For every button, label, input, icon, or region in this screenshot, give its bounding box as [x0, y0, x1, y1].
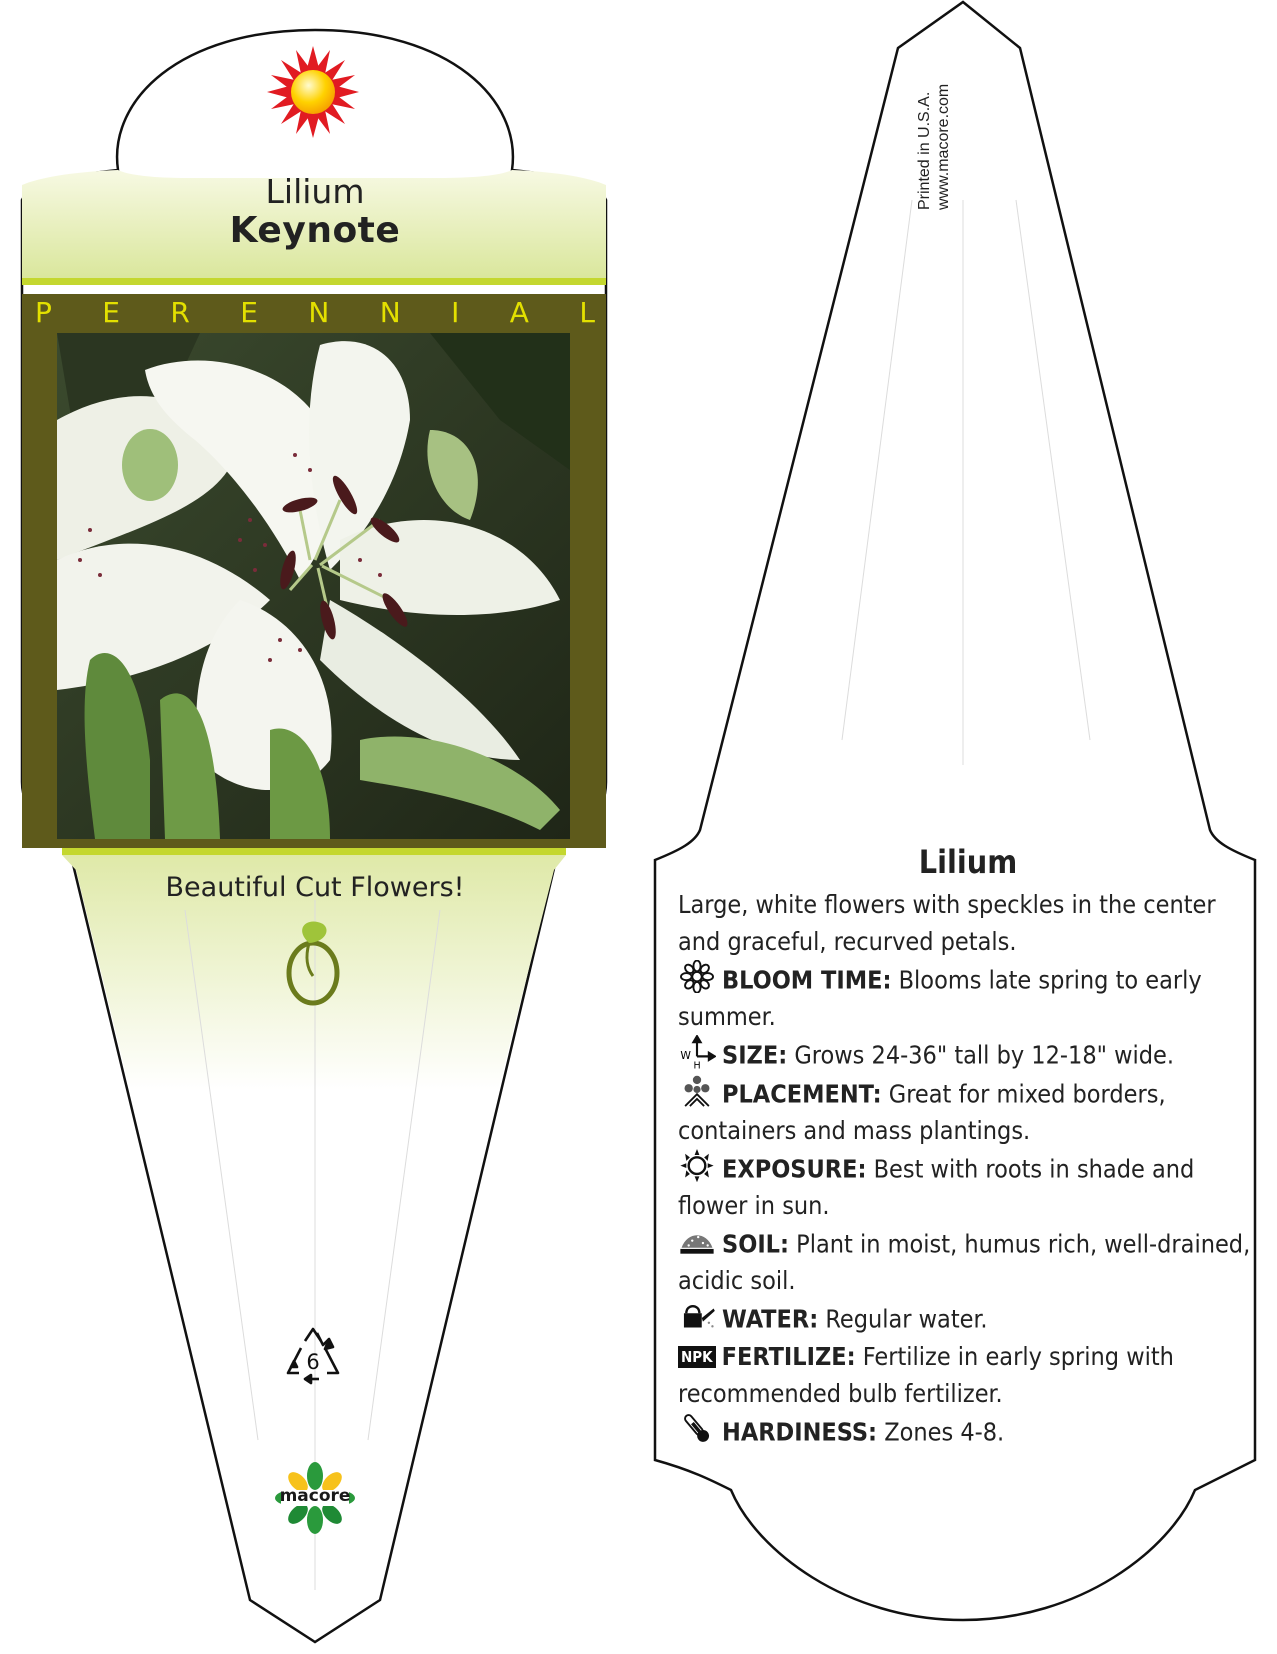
care-section	[678, 1035, 1258, 1073]
brand-name: macore	[279, 1486, 351, 1506]
svg-text:W: W	[680, 1049, 691, 1062]
care-section-text: Grows 24-36" tall by 12-18" wide.	[787, 1040, 1175, 1070]
soil-icon	[678, 1224, 716, 1252]
care-section-text: Best with roots in shade and flower in sun.	[678, 1154, 1195, 1220]
flower-icon	[678, 960, 716, 988]
sun-outline-icon	[678, 1149, 716, 1177]
care-section	[678, 1412, 1258, 1450]
care-section-text: Great for mixed borders, containers and mass plantings.	[678, 1078, 1166, 1145]
care-section-label: SIZE:	[722, 1040, 788, 1070]
category-letter: N	[308, 296, 330, 329]
care-section	[678, 1149, 1258, 1224]
care-section	[678, 960, 1258, 1035]
placement-icon	[678, 1074, 716, 1102]
description: Large, white flowers with speckles in the center and graceful, recurved petals.	[678, 890, 1216, 956]
category-label	[35, 296, 595, 329]
printed-in: Printed in U.S.A.	[916, 91, 933, 210]
care-section-text: Zones 4-8.	[877, 1416, 1005, 1446]
care-section-text: Regular water.	[818, 1304, 988, 1334]
category-letter: R	[170, 296, 190, 329]
lily-photo	[57, 333, 570, 839]
care-sections	[678, 960, 1258, 1450]
care-section-label: EXPOSURE:	[722, 1154, 867, 1183]
back-title: Lilium	[918, 843, 1018, 881]
care-section	[678, 1224, 1258, 1299]
front-genus: Lilium	[265, 172, 365, 211]
care-section-label: HARDINESS:	[722, 1416, 878, 1446]
category-letter: L	[579, 296, 595, 329]
category-letter: P	[35, 296, 52, 329]
front-tagline: Beautiful Cut Flowers!	[165, 872, 465, 903]
care-section-label: SOIL:	[722, 1229, 790, 1259]
recycle-number: 6	[306, 1350, 320, 1374]
care-section-text: Blooms late spring to early summer.	[678, 965, 1202, 1032]
thermometer-icon	[678, 1412, 716, 1440]
care-section-label: PLACEMENT:	[722, 1078, 882, 1108]
care-section	[678, 1299, 1258, 1337]
svg-text:H: H	[693, 1060, 701, 1069]
care-section	[678, 1074, 1258, 1149]
npk-icon: NPK	[678, 1346, 716, 1368]
category-letter: E	[102, 296, 120, 329]
category-letter: N	[379, 296, 401, 329]
care-section	[678, 1338, 1258, 1412]
care-section-label: WATER:	[722, 1304, 819, 1334]
front-cultivar: Keynote	[229, 210, 401, 251]
website: www.macore.com	[935, 83, 952, 210]
care-section-text: Plant in moist, humus rich, well-drained, acidic soil.	[678, 1229, 1251, 1296]
watering-can-icon	[678, 1299, 716, 1327]
category-letter: I	[451, 296, 460, 329]
category-letter: E	[240, 296, 258, 329]
care-instructions	[678, 840, 1258, 1450]
category-letter: A	[509, 296, 529, 329]
size-icon	[678, 1035, 716, 1069]
care-section-label: BLOOM TIME:	[722, 965, 892, 995]
care-section-label: FERTILIZE:	[721, 1341, 856, 1371]
printed-info	[915, 84, 953, 210]
care-section-text: Fertilize in early spring with recommended bulb fertilizer.	[678, 1341, 1174, 1408]
